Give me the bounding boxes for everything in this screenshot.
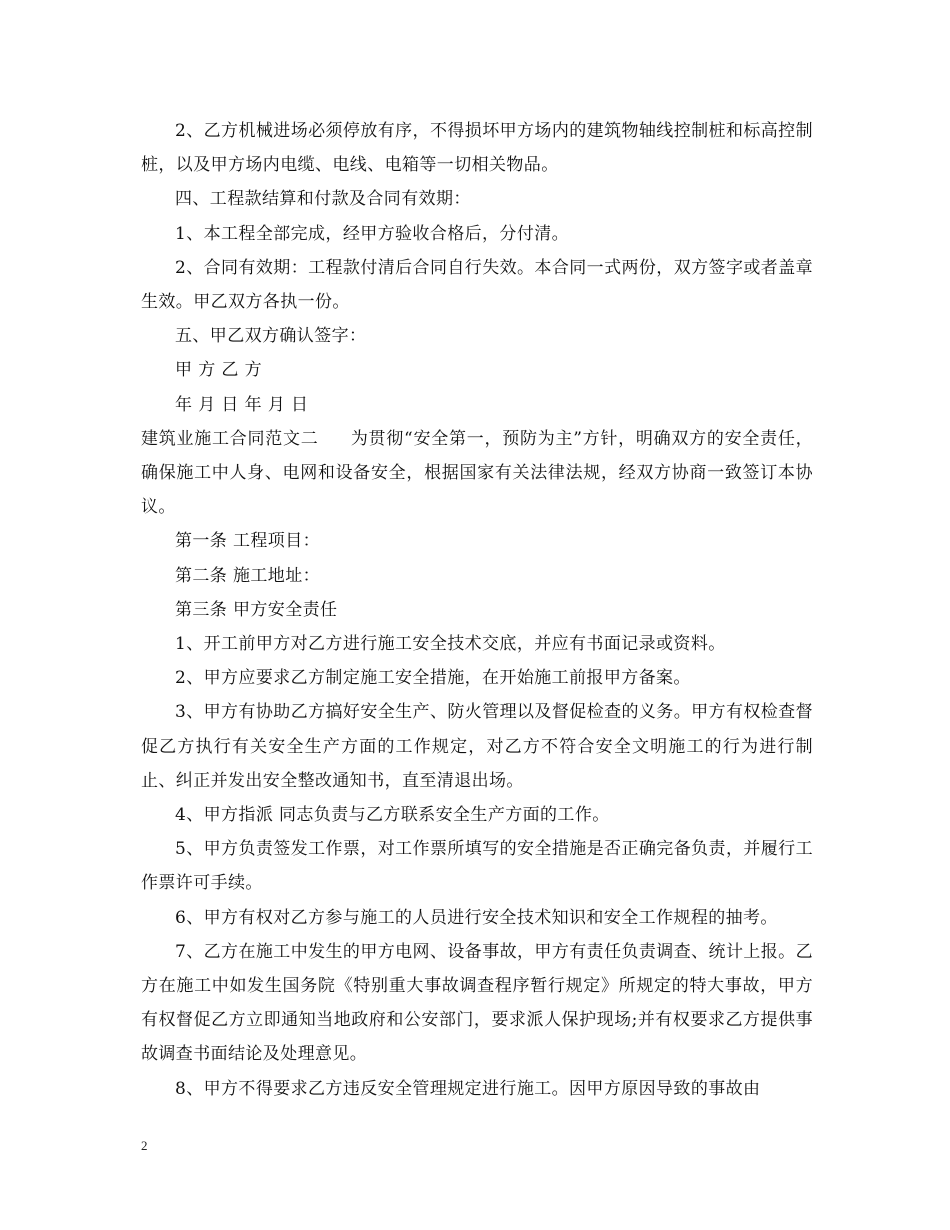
paragraph: 8、甲方不得要求乙方违反安全管理规定进行施工。因甲方原因导致的事故由: [175, 1078, 761, 1099]
section-two-title: 建筑业施工合同范文二: [141, 428, 319, 449]
paragraph: 1、开工前甲方对乙方进行施工安全技术交底，并应有书面记录或资料。: [175, 634, 726, 655]
article-heading: 第三条 甲方安全责任: [175, 599, 338, 620]
paragraph: 4、甲方指派 同志负责与乙方联系安全生产方面的工作。: [175, 805, 610, 826]
document-body: [141, 114, 813, 1106]
paragraph: 3、甲方有协助乙方搞好安全生产、防火管理以及督促检查的义务。甲方有权检查督促乙方执行有关安全生产方面的工作规定，对乙方不符合安全文明施工的行为进行制止、纠正并发出安全整改通知书，直至清退出场。: [141, 702, 813, 791]
article-heading: 第二条 施工地址：: [175, 565, 321, 586]
paragraph: 1、本工程全部完成，经甲方验收合格后，分付清。: [175, 223, 570, 244]
section-two-intro: 为贯彻“安全第一，预防为主”方针，明确双方的安全责任，确保施工中人身、电网和设备安全，根据国家有关法律法规，经双方协商一致签订本协议。: [141, 428, 813, 518]
paragraph: 6、甲方有权对乙方参与施工的人员进行安全技术知识和安全工作规程的抽考。: [175, 907, 778, 928]
signature-parties: 甲 方 乙 方: [175, 360, 263, 381]
signature-dates: 年 月 日 年 月 日: [175, 394, 309, 415]
section-heading: 五、甲乙双方确认签字：: [175, 326, 367, 347]
article-heading: 第一条 工程项目：: [175, 531, 321, 552]
paragraph: 2、合同有效期：工程款付清后合同自行失效。本合同一式两份，双方签字或者盖章生效。甲乙双方各执一份。: [141, 257, 813, 313]
page-number: 2: [141, 1138, 148, 1153]
paragraph: 5、甲方负责签发工作票，对工作票所填写的安全措施是否正确完备负责，并履行工作票许可手续。: [141, 839, 813, 894]
section-two-paragraph: [141, 422, 813, 525]
paragraph: 7、乙方在施工中发生的甲方电网、设备事故，甲方有责任负责调查、统计上报。乙方在施工中如发生国务院《特别重大事故调查程序暂行规定》所规定的特大事故，甲方有权督促乙方立即通知当地政府和公安部门，要求派人保护现场;并有权要求乙方提供事故调查书面结论及处理意见。: [141, 941, 813, 1065]
section-heading: 四、工程款结算和付款及合同有效期：: [175, 189, 471, 210]
paragraph: 2、乙方机械进场必须停放有序，不得损坏甲方场内的建筑物轴线控制桩和标高控制桩，以及甲方场内电缆、电线、电箱等一切相关物品。: [141, 121, 813, 176]
paragraph: 2、甲方应要求乙方制定施工安全措施，在开始施工前报甲方备案。: [175, 668, 691, 689]
